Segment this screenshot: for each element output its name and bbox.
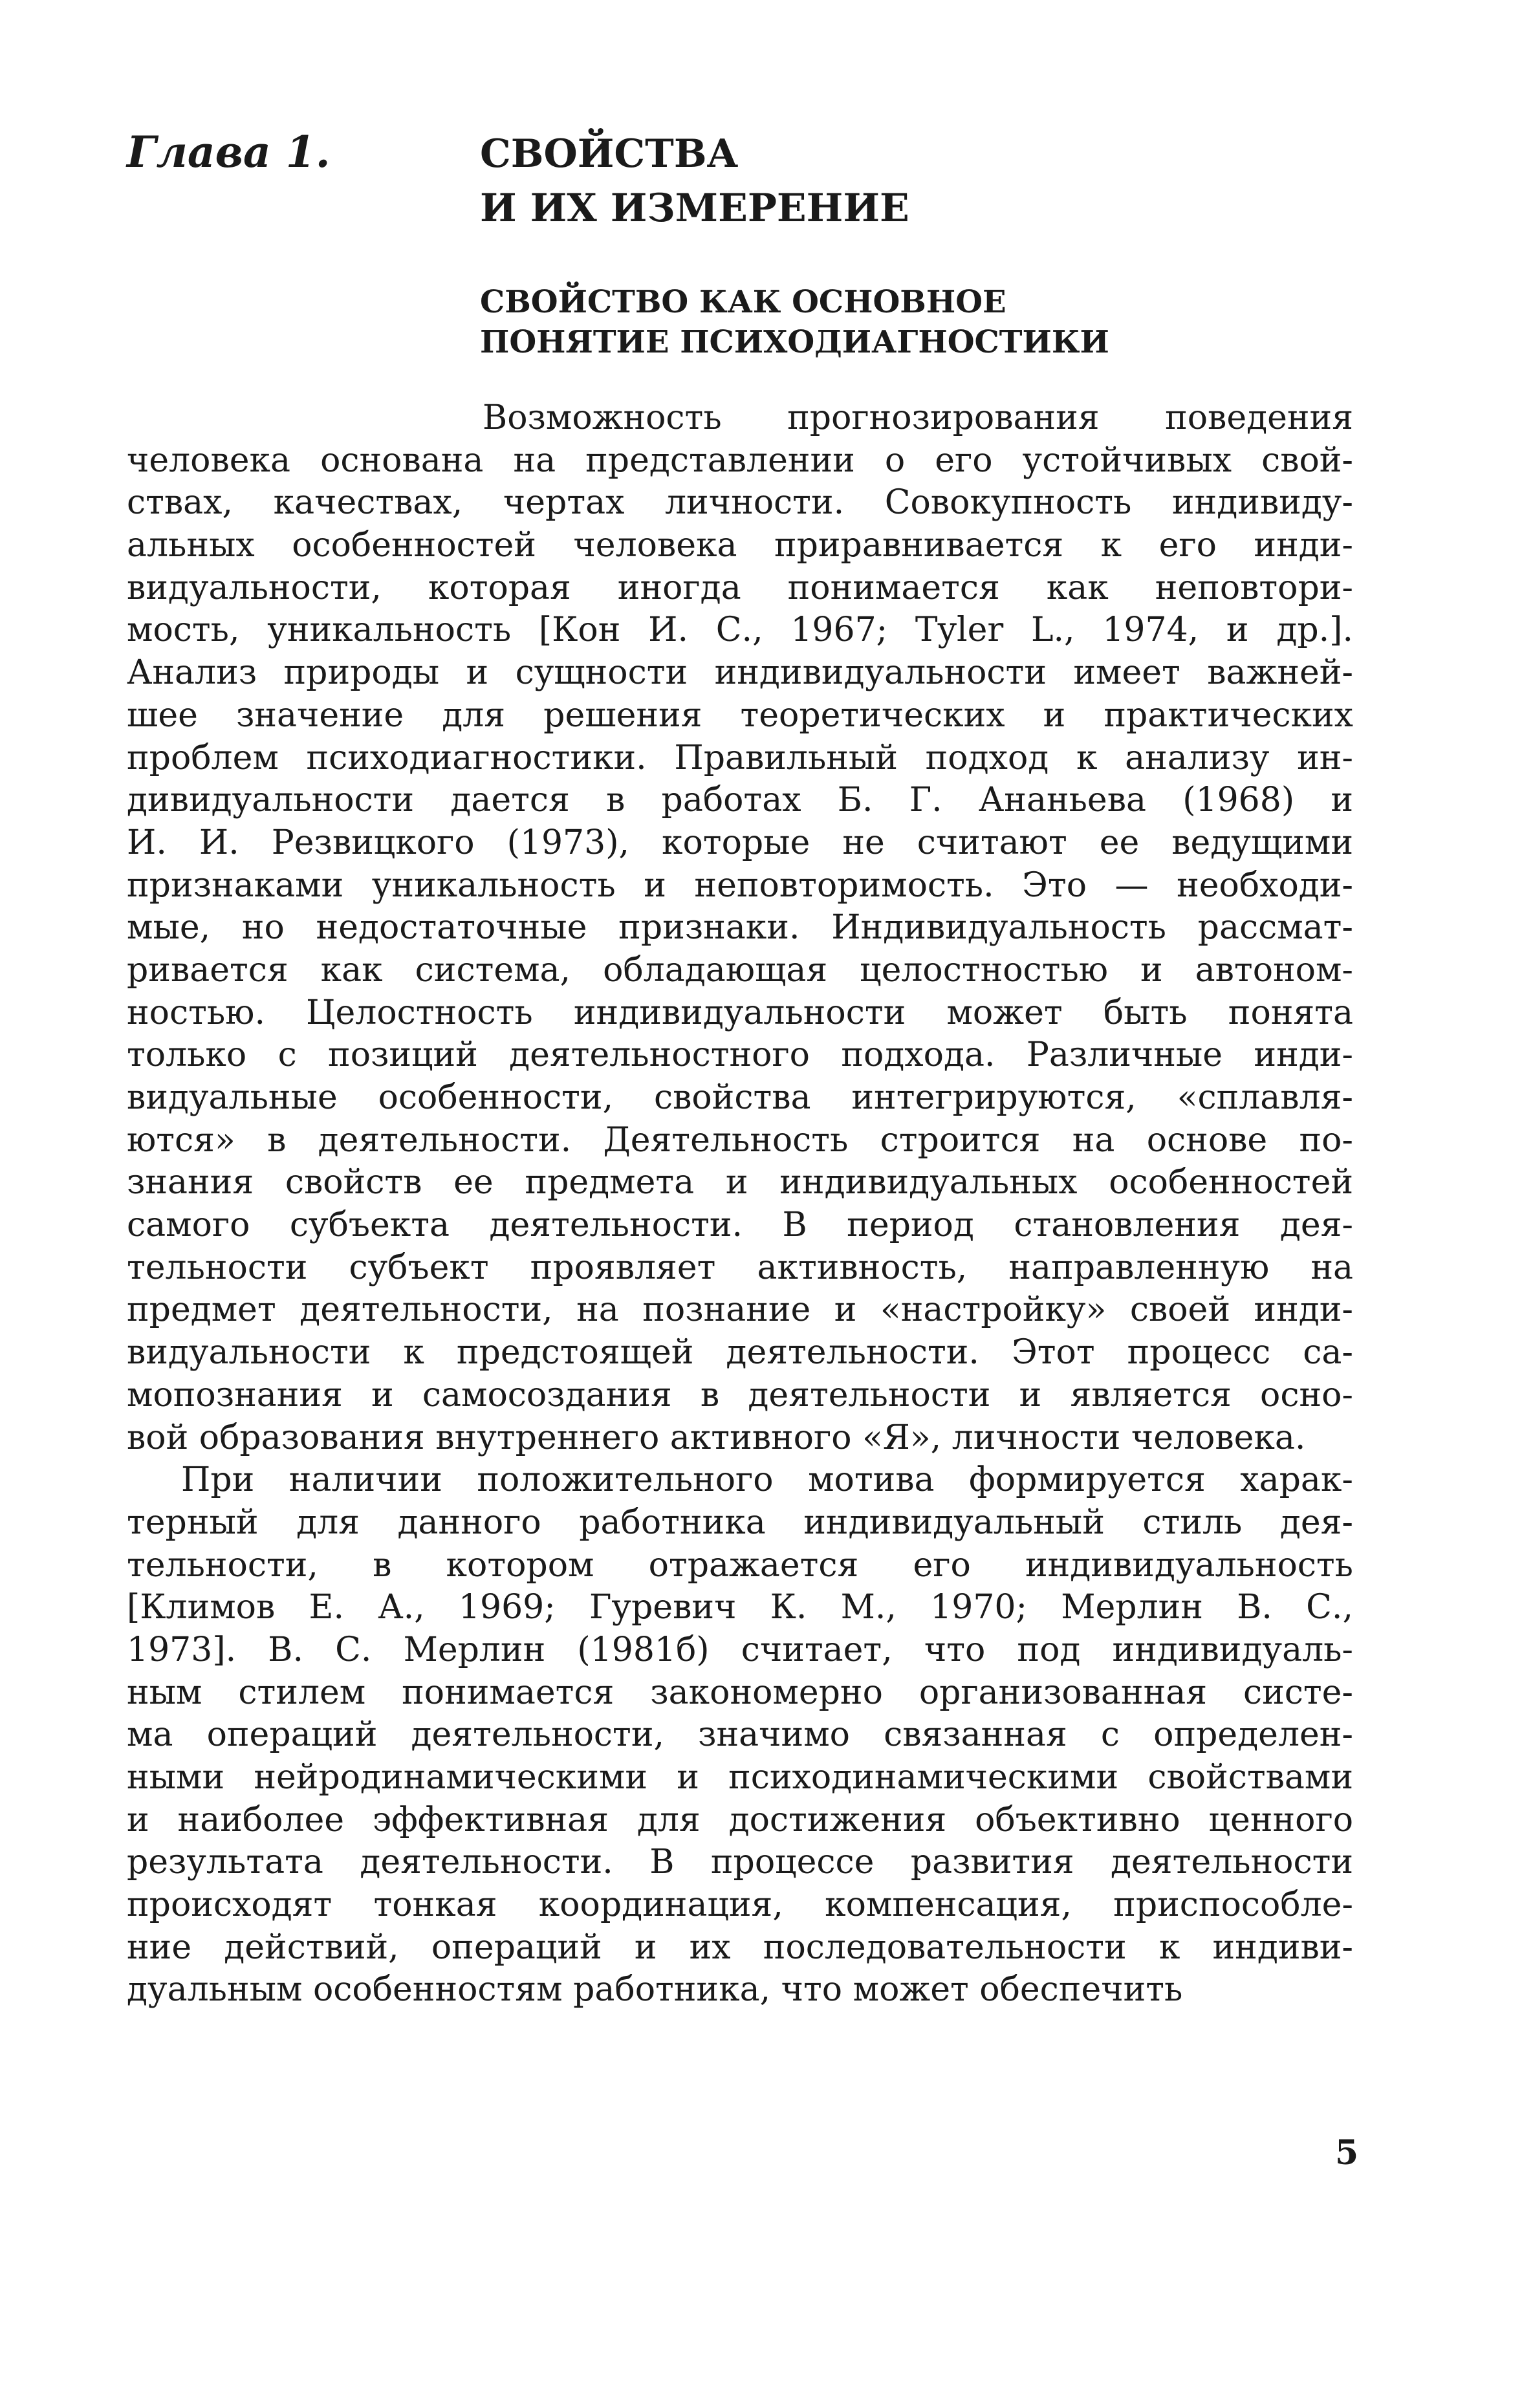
text-line: ствах, качествах, чертах личности. Совокупность индивиду-: [127, 483, 1353, 523]
text-line: происходят тонкая координация, компенсация, приспособле-: [127, 1885, 1353, 1925]
text-line: мость, уникальность [Кон И. С., 1967; Tyler L., 1974, и др.].: [127, 611, 1353, 650]
text-line: видуальные особенности, свойства интегрируются, «сплавля-: [127, 1078, 1353, 1117]
section-heading: [480, 282, 1109, 362]
text-line: И. И. Резвицкого (1973), которые не считают ее ведущими: [127, 823, 1353, 862]
chapter-label: Глава 1.: [127, 127, 331, 177]
text-line: Анализ природы и сущности индивидуальности имеет важней-: [127, 653, 1353, 693]
chapter-title: [480, 127, 909, 235]
text-line: При наличии положительного мотива формируется харак-: [181, 1460, 1353, 1500]
text-line: ются» в деятельности. Деятельность строится на основе по-: [127, 1120, 1353, 1160]
text-line: предмет деятельности, на познание и «настройку» своей инди-: [127, 1290, 1353, 1330]
text-line: проблем психодиагностики. Правильный подход к анализу ин-: [127, 738, 1353, 777]
text-line: человека основана на представлении о его устойчивых свой-: [127, 440, 1353, 480]
text-line: ма операций деятельности, значимо связанная с определен-: [127, 1715, 1353, 1755]
text-line: шее значение для решения теоретических и практических: [127, 695, 1353, 735]
text-line: ными нейродинамическими и психодинамическими свойствами: [127, 1758, 1353, 1797]
text-line: только с позиций деятельностного подхода. Различные инди-: [127, 1036, 1353, 1075]
text-line: Возможность прогнозирования поведения: [483, 398, 1353, 437]
text-line: вой образования внутреннего активного «Я», личности человека.: [127, 1418, 1306, 1457]
text-line: тельности, в котором отражается его индивидуальность: [127, 1545, 1353, 1585]
text-line: и наиболее эффективная для достижения объективно ценного: [127, 1800, 1353, 1839]
text-line: терный для данного работника индивидуальный стиль дея-: [127, 1502, 1353, 1542]
text-line: знания свойств ее предмета и индивидуальных особенностей: [127, 1163, 1353, 1202]
chapter-title-line: И ИХ ИЗМЕРЕНИЕ: [480, 186, 909, 231]
text-line: видуальности к предстоящей деятельности. Этот процесс са-: [127, 1333, 1353, 1372]
body-text: [127, 397, 1353, 2012]
chapter-title-line: СВОЙСТВА: [480, 131, 739, 177]
text-line: альных особенностей человека приравнивается к его инди-: [127, 526, 1353, 565]
text-line: 1973]. В. С. Мерлин (1981б) считает, что под индивидуаль-: [127, 1630, 1353, 1669]
text-line: ностью. Целостность индивидуальности может быть понята: [127, 993, 1353, 1032]
paragraph-1: [127, 397, 1353, 1459]
text-line: ние действий, операций и их последовательности к индиви-: [127, 1927, 1353, 1967]
text-line: результата деятельности. В процессе развития деятельности: [127, 1843, 1353, 1882]
text-line: дивидуальности дается в работах Б. Г. Ананьева (1968) и: [127, 781, 1353, 820]
text-line: [Климов Е. А., 1969; Гуревич К. М., 1970; Мерлин В. С.,: [127, 1588, 1353, 1627]
text-line: мые, но недостаточные признаки. Индивидуальность рассмат-: [127, 908, 1353, 948]
page-number: 5: [1335, 2133, 1359, 2173]
section-heading-line: ПОНЯТИЕ ПСИХОДИАГНОСТИКИ: [480, 324, 1109, 360]
text-line: мопознания и самосоздания в деятельности и является осно-: [127, 1375, 1353, 1415]
text-line: дуальным особенностям работника, что может обеспечить: [127, 1970, 1183, 2010]
text-line: видуальности, которая иногда понимается как неповтори-: [127, 568, 1353, 607]
text-line: признаками уникальность и неповторимость. Это — необходи-: [127, 865, 1353, 905]
paragraph-2: [127, 1459, 1353, 2012]
text-line: тельности субъект проявляет активность, направленную на: [127, 1248, 1353, 1287]
text-line: ным стилем понимается закономерно организованная систе-: [127, 1673, 1353, 1712]
section-heading-line: СВОЙСТВО КАК ОСНОВНОЕ: [480, 284, 1006, 320]
text-line: самого субъекта деятельности. В период становления дея-: [127, 1206, 1353, 1245]
text-line: ривается как система, обладающая целостностью и автоном-: [127, 950, 1353, 990]
